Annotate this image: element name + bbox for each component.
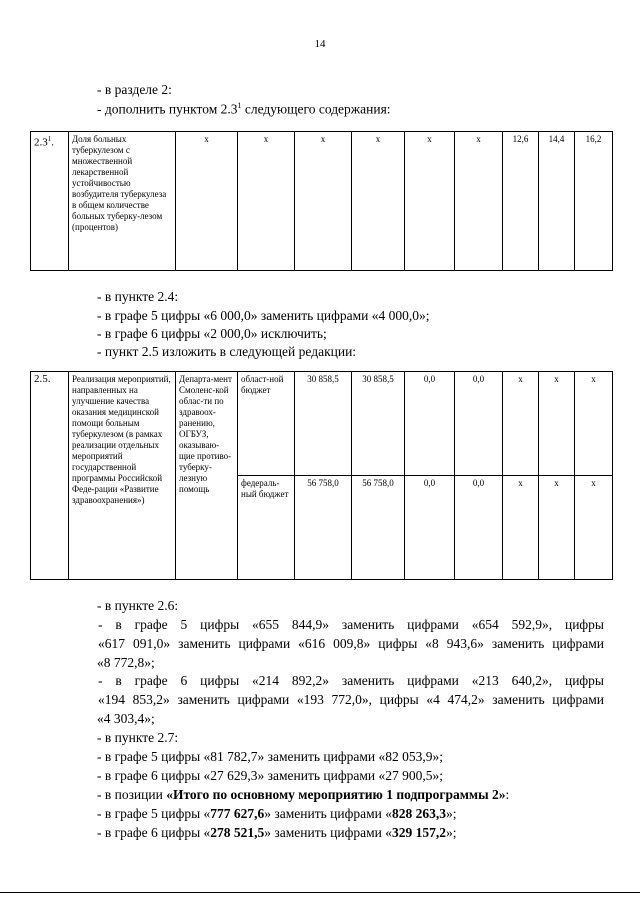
- table-item-2-3-1: [30, 131, 613, 271]
- t2-r2-x3: х: [575, 476, 613, 580]
- p26-g5-line-3: «8 772,8»;: [97, 655, 155, 670]
- t2-r1-x2: х: [539, 372, 575, 476]
- t2-r2-v4: 0,0: [455, 476, 503, 580]
- total-g5-e: »;: [445, 806, 457, 821]
- t2-r2-v2: 56 758,0: [352, 476, 405, 580]
- p26-g5-line-2: «617 091,0» заменить цифрами «616 009,8» цифры «8 943,6» заменить цифрами: [98, 636, 604, 651]
- p27-g6: - в графе 6 цифры «27 629,3» заменить цифрами «27 900,5»;: [97, 768, 443, 783]
- p26-g6-line-3: «4 303,4»;: [97, 711, 155, 726]
- total-g5: [97, 806, 457, 822]
- p27-g5: - в графе 5 цифры «81 782,7» заменить цифрами «82 053,9»;: [97, 749, 443, 764]
- total-g5-a: - в графе 5 цифры «: [97, 806, 211, 821]
- p26-g6-line-2: «194 853,2» заменить цифрами «193 772,0», цифры «4 474,2» заменить цифрами: [98, 692, 604, 707]
- t1-num-text: 2.3: [34, 136, 48, 149]
- t2-r2-v1: 56 758,0: [295, 476, 352, 580]
- t2-num: 2.5.: [31, 372, 69, 580]
- total-g6-c: » заменить цифрами «: [264, 825, 392, 840]
- t2-source-federal: федераль-ный бюджет: [238, 476, 295, 580]
- position-line: [97, 787, 509, 803]
- position-text: - в позиции: [97, 787, 167, 802]
- intro-line-2: [97, 101, 391, 118]
- position-bold: «Итого по основному мероприятию 1 подпрограммы 2»: [166, 787, 506, 802]
- intro-line-2-text: - дополнить пунктом 2.3: [97, 101, 238, 117]
- t1-value-3: 16,2: [575, 132, 613, 271]
- footer-rule: [0, 892, 640, 893]
- t2-r2-x1: х: [503, 476, 539, 580]
- intro-line-2-sup: 1: [237, 101, 242, 110]
- p26-g6-line-1: - в графе 6 цифры «214 892,2» заменить цифрами «213 640,2», цифры: [98, 673, 604, 688]
- t2-r1-v1: 30 858,5: [295, 372, 352, 476]
- t2-executor: Департа-мент Смоленс-кой облас-ти по здравоох-ранению, ОГБУЗ, оказываю-щие противо-туберку-лезную помощь: [176, 372, 238, 580]
- t1-col-3: х: [176, 132, 238, 271]
- total-g5-old: 777 627,6: [210, 806, 265, 821]
- t2-source-regional: област-ной бюджет: [238, 372, 295, 476]
- t2-r1-x3: х: [575, 372, 613, 476]
- t2-r1-x1: х: [503, 372, 539, 476]
- p26-heading: - в пункте 2.6:: [97, 598, 179, 613]
- total-g6: [97, 825, 457, 841]
- total-g6-e: »;: [445, 825, 457, 840]
- total-g6-old: 278 521,5: [210, 825, 265, 840]
- t2-r1-v2: 30 858,5: [352, 372, 405, 476]
- total-g5-new: 828 263,3: [391, 806, 446, 821]
- t2-name: Реализация мероприятий, направленных на улучшение качества оказания медицинской помощи больным туберкулезом (в рамках реализации отдельных мероприятий государственной программы Российской Феде-рации «Развитие здравоохранения»): [69, 372, 176, 580]
- mid-line-4: - пункт 2.5 изложить в следующей редакции:: [97, 344, 357, 359]
- mid-line-3: - в графе 6 цифры «2 000,0» исключить;: [97, 326, 327, 341]
- t1-value-2: 14,4: [539, 132, 575, 271]
- t1-name: Доля больных туберкулезом с множественной лекарственной устойчивостью возбудителя туберкулеза в общем количестве больных туберку-лезом (процентов): [69, 132, 176, 271]
- t1-col-7: х: [405, 132, 455, 271]
- position-colon: :: [505, 787, 510, 802]
- t2-r2-v3: 0,0: [405, 476, 455, 580]
- t1-col-6: х: [352, 132, 405, 271]
- t1-num-sup: 1: [47, 135, 52, 143]
- t2-r1-v4: 0,0: [455, 372, 503, 476]
- t1-col-8: х: [455, 132, 503, 271]
- t1-num: $2.3^1$.: [31, 132, 69, 271]
- total-g6-new: 329 157,2: [391, 825, 446, 840]
- p26-g5-line-1: - в графе 5 цифры «655 844,9» заменить цифрами «654 592,9», цифры: [98, 617, 604, 632]
- page-number: 14: [314, 38, 326, 50]
- intro-line-1: - в разделе 2:: [97, 82, 172, 97]
- total-g6-a: - в графе 6 цифры «: [97, 825, 211, 840]
- t1-col-4: х: [238, 132, 295, 271]
- p27-heading: - в пункте 2.7:: [97, 730, 179, 745]
- intro-line-2-tail: следующего содержания:: [241, 101, 391, 117]
- table-item-2-5: [30, 371, 613, 580]
- t1-col-5: х: [295, 132, 352, 271]
- t1-value-1: 12,6: [503, 132, 539, 271]
- mid-line-2: - в графе 5 цифры «6 000,0» заменить цифрами «4 000,0»;: [97, 308, 430, 323]
- mid-line-1: - в пункте 2.4:: [97, 289, 179, 304]
- t2-r2-x2: х: [539, 476, 575, 580]
- total-g5-c: » заменить цифрами «: [264, 806, 392, 821]
- t2-r1-v3: 0,0: [405, 372, 455, 476]
